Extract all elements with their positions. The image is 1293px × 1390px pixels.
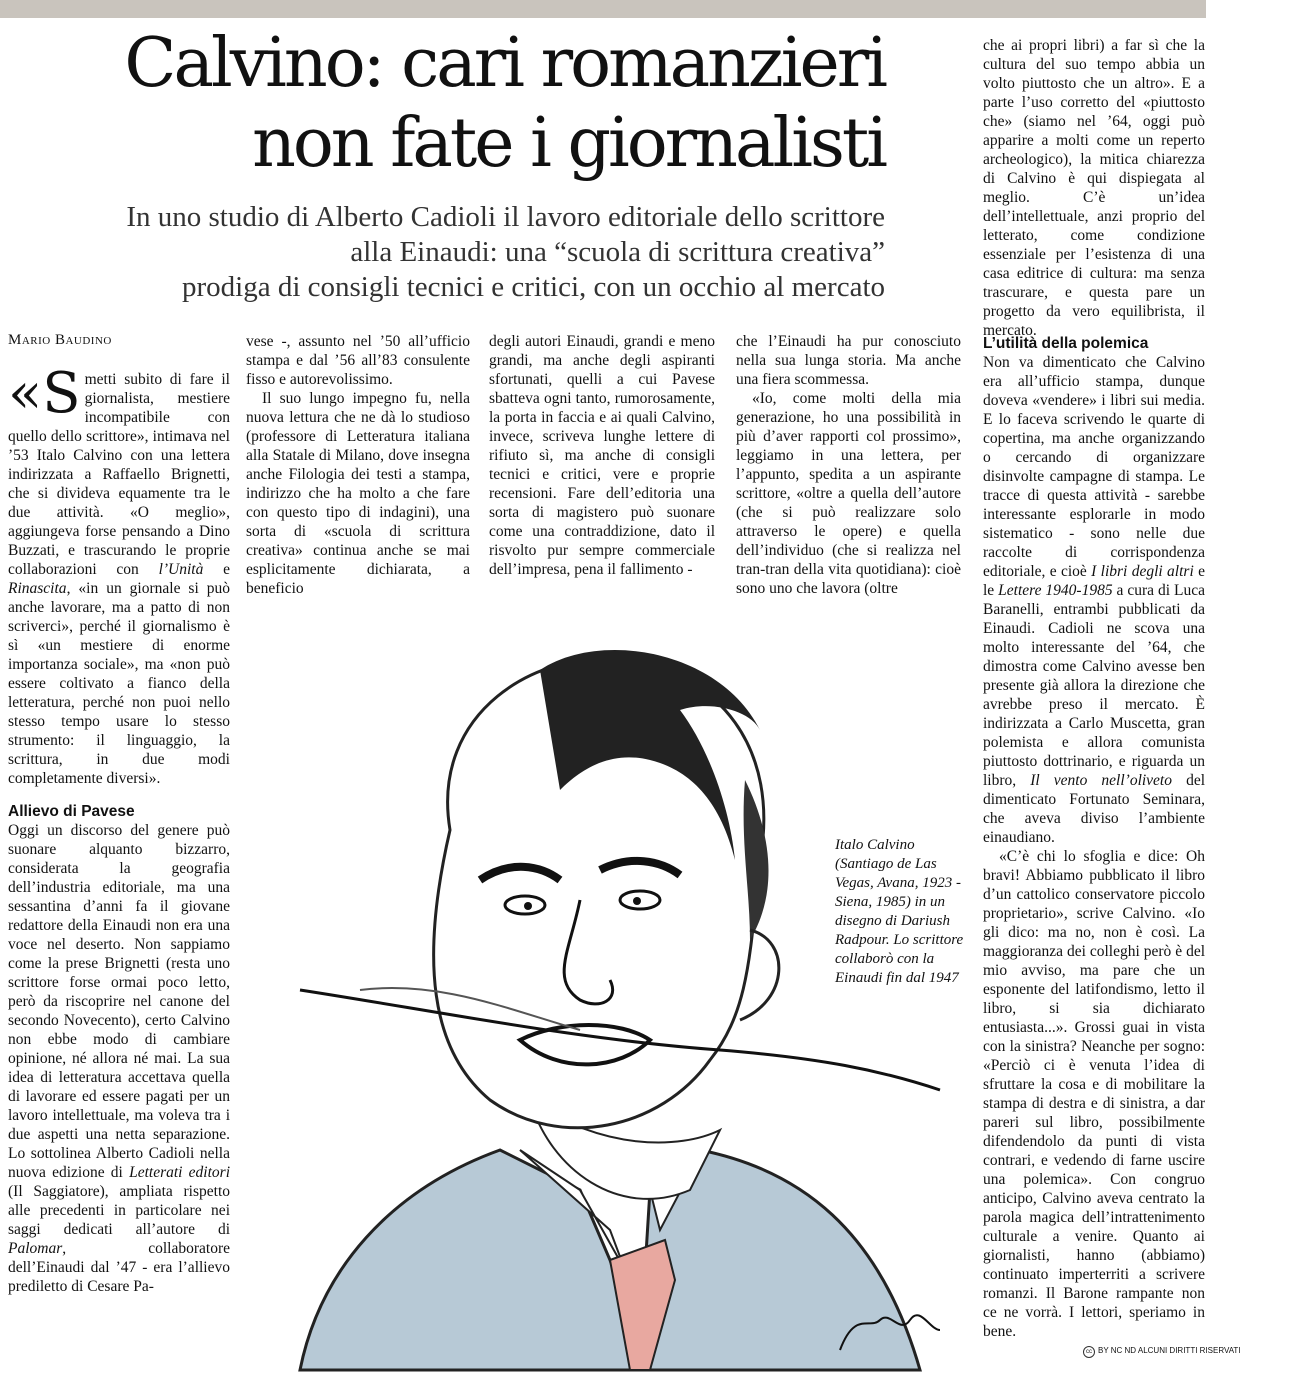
article-column-5 xyxy=(983,334,1205,1341)
paragraph: che ai propri libri) a far sì che la cultura del suo tempo abbia un volto piuttosto che un altro». E a parte l’uso corretto del «piuttosto che» (siamo nel ’64, oggi può apparire a molti come un reperto archeologico), la mitica chiarezza di Calvino è qui dispiegata al meglio. C’è un’idea dell’intellettuale, anzi proprio del letterato, come condizione essenziale per l’esistenza di una casa editrice di cultura: ma senza trascurare, e questa pare un progetto da vero equilibrista, il mercato. xyxy=(983,37,1205,339)
byline: Mario Baudino xyxy=(8,332,112,348)
drop-cap: «S xyxy=(8,361,81,426)
subheadline-line-3: prodiga di consigli tecnici e critici, con un occhio al mercato xyxy=(182,271,885,303)
paragraph: Il suo lungo impegno fu, nella nuova lettura che ne dà lo studioso (professore di Letteratura italiana alla Statale di Milano, dove insegna anche Filologia dei testi a stampa, indirizzo che ha molto a che fare con questo tipo di indagini), una sorta di «scuola di scrittura creativa» continua anche se mai esplicitamente dichiarata, a beneficio xyxy=(246,390,470,597)
paragraph: che l’Einaudi ha pur conosciuto nella sua lunga storia. Ma anche una fiera scommessa. xyxy=(736,333,961,388)
article-column-1 xyxy=(8,361,231,1296)
article-column-5-top xyxy=(983,36,1205,340)
section-heading-polemica: L’utilità della polemica xyxy=(983,335,1149,352)
pupil-right xyxy=(633,897,641,905)
paragraph: vese -, assunto nel ’50 all’ufficio stampa e dal ’56 all’83 consulente fisso e autorevolissimo. xyxy=(246,333,470,388)
paragraph: «C’è chi lo sfoglia e dice: Oh bravi! Abbiamo pubblicato il libro d’un cattolico conservatore piccolo proprietario», scrive Calvino. «Io gli dico: ma no, non è così. La maggioranza dei colleghi però è del mio avviso, ma pare che un esponente del latifondismo, letto il libro, si sia dichiarato entusiasta...». Grossi guai in vista con la sinistra? Neanche per sogno: «Perciò ci è venuta l’idea di sfruttare la cosa e di mobilitare la stampa di destra e di sinistra, a dar pareri sul libro, possibilmente difendendolo da punti di vista contrari, e vedendo di farne uscire una polemica». Con congruo anticipo, Calvino aveva centrato la parola magica dell’intrattenimento culturale a venire. Quanto ai giornalisti, hanno (abbiamo) continuato imperterriti a scrivere romanzi. Il Barone rampante non ce ne vorrà. I lettori, speriamo in bene. xyxy=(983,848,1205,1340)
creative-commons-icon: cc xyxy=(1083,1346,1095,1358)
license-notice: cc BY NC ND ALCUNI DIRITTI RISERVATI xyxy=(1083,1346,1241,1358)
section-heading-allievo: Allievo di Pavese xyxy=(8,803,135,820)
article-column-4 xyxy=(736,332,961,598)
article-column-2 xyxy=(246,332,470,598)
headline-line-1: Calvino: cari romanzieri xyxy=(124,24,885,103)
paragraph: Non va dimenticato che Calvino era all’ufficio stampa, dunque doveva «vendere» i libri sui media. E lo faceva scrivendo le quarte di copertina, ma anche organizzando o cercando di organizzare disinvolte campagne di stampa. Le tracce di questa attività - sarebbe interessante esplorarle in modo sistematico - sono nelle due raccolte di corrispondenza editoriale, e cioè I libri degli altri e le Lettere 1940-1985 a cura di Luca Baranelli, entrambi pubblicati da Einaudi. Cadioli ne scova una molto interessante del ’64, che dimostra come Calvino avesse ben presente già allora la direzione che avrebbe preso il mercato. È indirizzata a Carlo Muscetta, gran polemista e allora comunista piuttosto dottrinario, e riguarda un libro, Il vento nell’oliveto del dimenticato Fortunato Seminara, che aveva diviso l’ambiente einaudiano. xyxy=(983,354,1206,846)
illustration-caption: Italo Calvino (Santiago de Las Vegas, Avana, 1923 - Siena, 1985) in un disegno di Dariush Radpour. Lo scrittore collaborò con la Einaudi fin dal 1947 xyxy=(835,837,964,986)
lead-paragraph: «Smetti subito di fare il giornalista, mestiere incompatibile con quello dello scrittore», intimava nel ’53 Italo Calvino con una lettera indirizzata a Raffaello Brignetti, che si divideva equamente tra le due attività. «O meglio», aggiungeva forse pensando a Dino Buzzati, e trascurando le proprie collaborazioni con l’Unità e Rinascita, «in un giornale si può anche lavorare, ma a patto di non scriverci», perché il giornalismo è sì «un mestiere di enorme importanza sociale», ma «non può essere coltivato a fianco della letteratura, perché non puoi nello stesso tempo usare lo stesso strumento: il linguaggio, la scrittura, in due modi completamente diversi». xyxy=(8,361,230,787)
paragraph: Oggi un discorso del genere può suonare alquanto bizzarro, considerata la geografia dell’industria editoriale, ma una sessantina d’anni fa il giovane redattore della Einaudi non era una voce nel deserto. Non sappiamo come la prese Brignetti (resta uno scrittore forse ormai poco letto, però da riscoprire nel canone del secondo Novecento), certo Calvino non ebbe modo di cambiare opinione, né allora né mai. La sua idea di letteratura accettava quella di lavorare ed essere pagati per un lavoro intellettuale, ma voleva tra i due aspetti una netta separazione. Lo sottolinea Alberto Cadioli nella nuova edizione di Letterati editori (Il Saggiatore), ampliata rispetto alle precedenti in particolare nei saggi dedicati all’autore di Palomar, collaboratore dell’Einaudi dal ’47 - era l’allievo prediletto di Cesare Pa- xyxy=(8,822,231,1295)
calvino-caricature-illustration xyxy=(280,630,960,1380)
pupil-left xyxy=(524,902,532,910)
paragraph: degli autori Einaudi, grandi e meno grandi, ma anche degli aspiranti sfortunati, quelli a cui Pavese sbatteva ogni tanto, rumorosamente, la porta in faccia e ai quali Calvino, invece, scriveva lunghe lettere di rifiuto sì, ma anche di consigli tecnici e critici, vere e proprie recensioni. Fare dell’editoria una sorta di magistero può suonare come una contraddizione, dato il risvolto pur sempre commerciale dell’impresa, pena il fallimento - xyxy=(489,333,715,578)
top-color-bar xyxy=(0,0,1206,18)
headline-line-2: non fate i giornalisti xyxy=(252,104,885,183)
paragraph: «Io, come molti della mia generazione, ho una possibilità in più d’aver rapporti col prossimo», leggiamo in una lettera, per l’appunto, spedita a un aspirante scrittore, «oltre a quella dell’autore (che si può realizzare solo attraverso le opere) e quella dell’individuo (che si realizza nel tran-tran della vita quotidiana): cioè sono uno che lavora (oltre xyxy=(736,390,961,597)
subheadline-line-1: In uno studio di Alberto Cadioli il lavoro editoriale dello scrittore xyxy=(126,201,885,233)
subheadline-line-2: alla Einaudi: una “scuola di scrittura creativa” xyxy=(350,236,885,268)
article-column-3 xyxy=(489,332,715,579)
